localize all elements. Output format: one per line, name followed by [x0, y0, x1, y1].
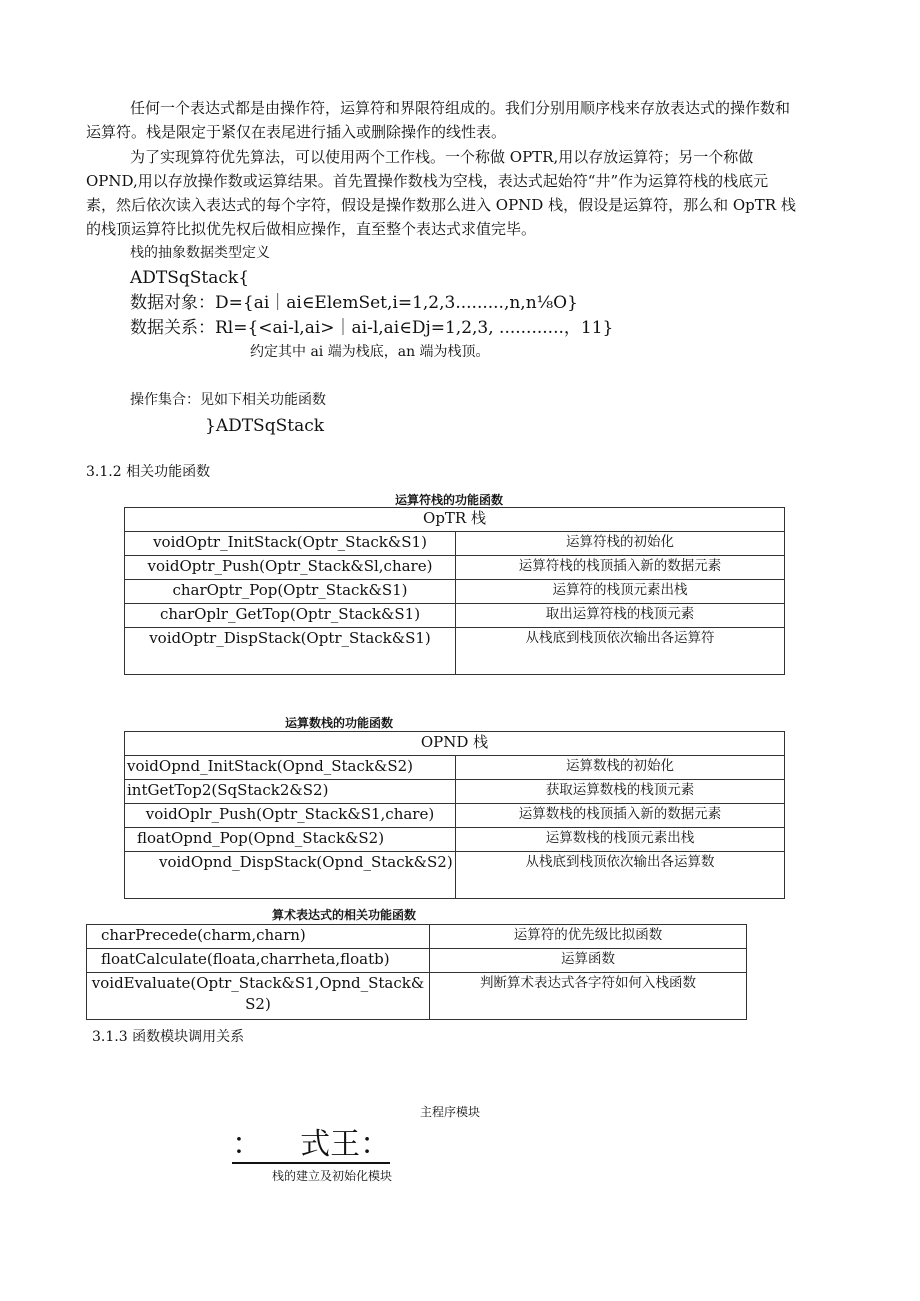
- adt-relations: 数据关系：Rl={<ai-l,ai>｜ai-l,ai∈Dj=1,2,3, ............，11}: [130, 318, 614, 338]
- function-cell: voidOptr_Push(Optr_Stack&Sl,chare): [125, 556, 456, 580]
- table-row: [87, 973, 747, 1020]
- function-cell: charPrecede(charm,charn): [87, 925, 430, 949]
- table-row: [125, 828, 785, 852]
- function-cell: floatCalculate(floata,charrheta,floatb): [87, 949, 430, 973]
- description-cell: 运算符栈的栈顶插入新的数据元素: [456, 556, 785, 580]
- description-cell: 运算符栈的初始化: [456, 532, 785, 556]
- table-row: [125, 756, 785, 780]
- description-cell: 运算函数: [430, 949, 747, 973]
- diagram-underline: [232, 1162, 390, 1164]
- intro-line: 运算符。栈是限定于紧仅在表尾进行插入或删除操作的线性表。: [86, 123, 507, 141]
- diagram-glyphs: ： 式王：: [232, 1127, 391, 1162]
- adt-open: ADTSqStack{: [130, 268, 250, 288]
- table-row: [125, 604, 785, 628]
- table-row: [125, 628, 785, 675]
- opnd-table: [124, 731, 785, 899]
- expr-table: [86, 924, 747, 1020]
- description-cell: 从栈底到栈顶依次输出各运算数: [456, 852, 785, 899]
- adt-note: 约定其中 ai 端为栈底，an 端为栈顶。: [250, 344, 490, 360]
- table-row: [125, 852, 785, 899]
- section-312-heading: 3.1.2 相关功能函数: [86, 464, 211, 480]
- function-cell: voidOptr_InitStack(Optr_Stack&S1): [125, 532, 456, 556]
- table-row: [125, 780, 785, 804]
- main-module-label: 主程序模块: [420, 1105, 481, 1119]
- description-cell: 获取运算数栈的栈顶元素: [456, 780, 785, 804]
- intro-line: 为了实现算符优先算法，可以使用两个工作栈。一个称做 OPTR,用以存放运算符；另一个称做: [130, 148, 754, 166]
- description-cell: 取出运算符栈的栈顶元素: [456, 604, 785, 628]
- function-cell: charOplr_GetTop(Optr_Stack&S1): [125, 604, 456, 628]
- table-row: [125, 532, 785, 556]
- section-313-heading: 3.1.3 函数模块调用关系: [92, 1029, 245, 1045]
- function-cell: voidOplr_Push(Optr_Stack&S1,chare): [125, 804, 456, 828]
- intro-line: 任何一个表达式都是由操作符，运算符和界限符组成的。我们分别用顺序栈来存放表达式的操作数和: [130, 99, 791, 117]
- description-cell: 从栈底到栈顶依次输出各运算符: [456, 628, 785, 675]
- description-cell: 运算数栈的栈顶元素出栈: [456, 828, 785, 852]
- table-row: [125, 556, 785, 580]
- init-module-label: 栈的建立及初始化模块: [272, 1169, 393, 1183]
- description-cell: 判断算术表达式各字符如何入栈函数: [430, 973, 747, 1020]
- function-cell: intGetTop2(SqStack2&S2): [125, 780, 456, 804]
- opnd-table-header: OPND 栈: [125, 732, 785, 756]
- table-row: [125, 580, 785, 604]
- optr-table: [124, 507, 785, 675]
- function-cell: voidEvaluate(Optr_Stack&S1,Opnd_Stack&S2): [87, 973, 430, 1020]
- intro-line: OPND,用以存放操作数或运算结果。首先置操作数栈为空栈，表达式起始符“井”作为运算符栈的栈底元: [86, 172, 769, 190]
- description-cell: 运算数栈的栈顶插入新的数据元素: [456, 804, 785, 828]
- adt-ops: 操作集合：见如下相关功能函数: [130, 392, 326, 408]
- optr-table-caption: 运算符栈的功能函数: [395, 493, 504, 507]
- optr-table-header: OpTR 栈: [125, 508, 785, 532]
- expr-table-caption: 算术表达式的相关功能函数: [272, 908, 417, 922]
- intro-line: 的栈顶运算符比拟优先权后做相应操作，直至整个表达式求值完毕。: [86, 220, 537, 238]
- opnd-table-caption: 运算数栈的功能函数: [285, 716, 394, 730]
- function-cell: floatOpnd_Pop(Opnd_Stack&S2): [125, 828, 456, 852]
- table-row: [87, 925, 747, 949]
- table-row: [87, 949, 747, 973]
- adt-objects: 数据对象：D={ai｜ai∈ElemSet,i=1,2,3.........,n,n⅛O}: [130, 293, 578, 313]
- description-cell: 运算符的栈顶元素出栈: [456, 580, 785, 604]
- function-cell: charOptr_Pop(Optr_Stack&S1): [125, 580, 456, 604]
- function-cell: voidOpnd_InitStack(Opnd_Stack&S2): [125, 756, 456, 780]
- function-cell: voidOptr_DispStack(Optr_Stack&S1): [125, 628, 456, 675]
- description-cell: 运算数栈的初始化: [456, 756, 785, 780]
- adt-close: }ADTSqStack: [205, 416, 325, 436]
- adt-heading: 栈的抽象数据类型定义: [130, 245, 270, 261]
- function-cell: voidOpnd_DispStack(Opnd_Stack&S2): [125, 852, 456, 899]
- intro-line: 素，然后依次读入表达式的每个字符，假设是操作数那么进入 OPND 栈，假设是运算符，那么和 OpTR 栈: [86, 196, 796, 214]
- description-cell: 运算符的优先级比拟函数: [430, 925, 747, 949]
- table-row: [125, 804, 785, 828]
